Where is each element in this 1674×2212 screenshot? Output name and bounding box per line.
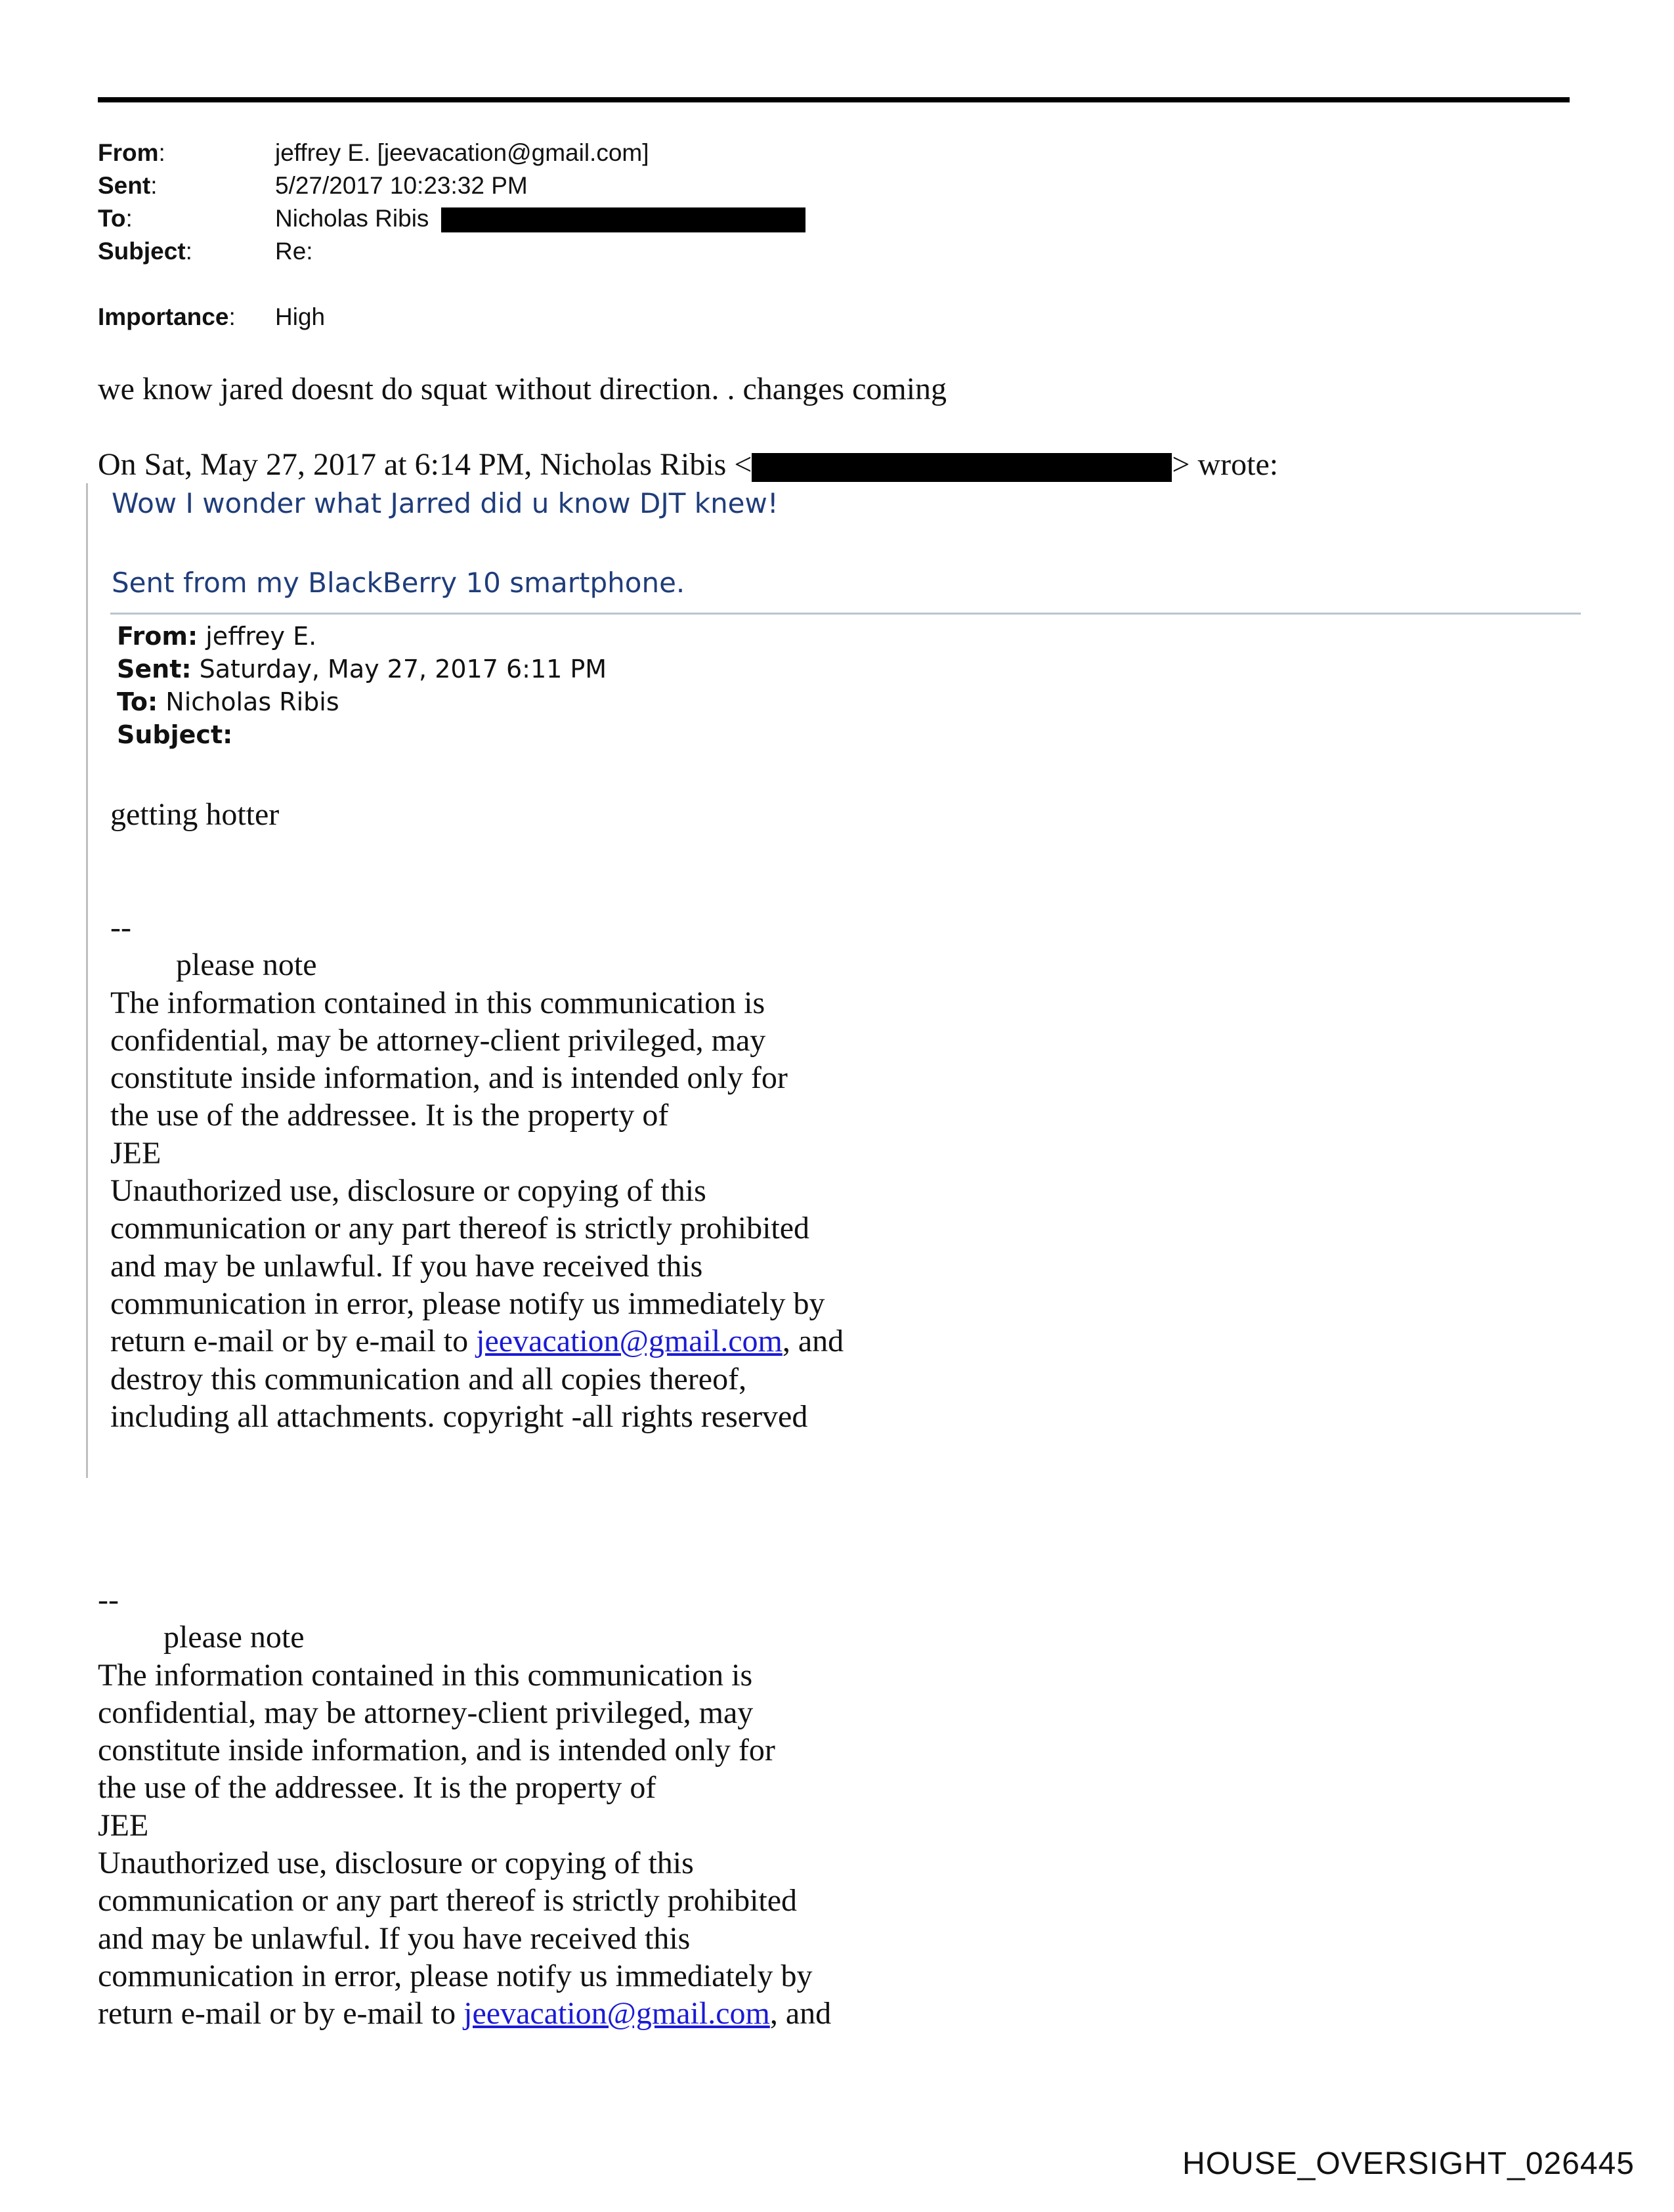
disclaimer-line: JEE xyxy=(110,1135,161,1171)
quoted-message: Wow I wonder what Jarred did u know DJT knew! xyxy=(112,487,779,519)
quote-intro-text: On Sat, May 27, 2017 at 6:14 PM, Nicholas Ribis < xyxy=(98,447,752,482)
bates-number: HOUSE_OVERSIGHT_026445 xyxy=(1182,2146,1635,2181)
quote-divider xyxy=(110,613,1581,615)
disclaimer-line: communication or any part thereof is strictly prohibited xyxy=(110,1211,810,1246)
redaction-box xyxy=(441,207,805,232)
sent-value: 5/27/2017 10:23:32 PM xyxy=(275,172,528,199)
disclaimer-line: communication in error, please notify us immediately by xyxy=(98,1958,813,1993)
disclaimer-heading: please note xyxy=(176,947,317,983)
to-name: Nicholas Ribis xyxy=(275,205,429,232)
blackberry-signature: Sent from my BlackBerry 10 smartphone. xyxy=(112,567,685,599)
sent-label: Sent: xyxy=(98,172,158,199)
disclaimer-line: the use of the addressee. It is the property of xyxy=(110,1098,669,1133)
disclaimer-line: confidential, may be attorney-client privileged, may xyxy=(98,1695,754,1730)
subject-label: Subject: xyxy=(98,238,192,265)
disclaimer-line: the use of the addressee. It is the property of xyxy=(98,1770,656,1806)
disclaimer-line: Unauthorized use, disclosure or copying of this xyxy=(98,1846,694,1881)
quote-intro-wrote: > wrote: xyxy=(1172,447,1279,482)
to-value xyxy=(275,202,805,235)
reply-text: we know jared doesnt do squat without direction. . changes coming xyxy=(98,372,947,406)
disclaimer-line: confidential, may be attorney-client privileged, may xyxy=(110,1022,766,1058)
disclaimer-line: The information contained in this communication is xyxy=(110,985,765,1020)
from-value: jeffrey E. [jeevacation@gmail.com] xyxy=(275,139,649,166)
subject-value: Re: xyxy=(275,238,313,265)
disclaimer-heading: please note xyxy=(163,1620,305,1655)
disclaimer-line: destroy this communication and all copies thereof, xyxy=(110,1361,747,1397)
quote-bar xyxy=(86,483,88,1478)
disclaimer-outer xyxy=(98,1581,831,2033)
disclaimer-line: constitute inside information, and is intended only for xyxy=(98,1733,775,1768)
quoted-header xyxy=(117,620,607,751)
disclaimer-line: and may be unlawful. If you have received this xyxy=(110,1248,703,1284)
email-link[interactable]: jeevacation@gmail.com xyxy=(476,1324,783,1359)
quoted-from-row: From: jeffrey E. xyxy=(117,622,317,651)
disclaimer-separator: -- xyxy=(110,910,131,945)
importance-value: High xyxy=(275,303,326,330)
email-link[interactable]: jeevacation@gmail.com xyxy=(463,1996,770,2031)
to-label: To: xyxy=(98,205,133,232)
top-rule xyxy=(98,97,1570,102)
disclaimer-quoted xyxy=(110,909,844,1435)
from-label: From: xyxy=(98,139,165,166)
disclaimer-line: and may be unlawful. If you have received this xyxy=(98,1920,691,1956)
quote-intro xyxy=(98,446,1278,483)
disclaimer-line: JEE xyxy=(98,1808,149,1843)
disclaimer-line: communication or any part thereof is strictly prohibited xyxy=(98,1883,798,1919)
quoted-sent-row: Sent: Saturday, May 27, 2017 6:11 PM xyxy=(117,655,607,683)
disclaimer-email-line: return e-mail or by e-mail to jeevacation@gmail.com, and xyxy=(98,1996,832,2031)
quoted-subject-row: Subject: xyxy=(117,720,233,749)
importance-label: Importance: xyxy=(98,303,236,330)
disclaimer-line: The information contained in this communication is xyxy=(98,1657,753,1693)
disclaimer-line: constitute inside information, and is intended only for xyxy=(110,1060,788,1096)
disclaimer-email-line: return e-mail or by e-mail to jeevacation@gmail.com, and xyxy=(110,1324,844,1359)
disclaimer-separator: -- xyxy=(98,1582,119,1617)
disclaimer-line: communication in error, please notify us immediately by xyxy=(110,1286,825,1321)
disclaimer-line: including all attachments. copyright -all rights reserved xyxy=(110,1399,808,1434)
quoted-to-row: To: Nicholas Ribis xyxy=(117,687,339,716)
disclaimer-line: Unauthorized use, disclosure or copying of this xyxy=(110,1173,706,1209)
quoted-body: getting hotter xyxy=(110,797,280,832)
redaction-box xyxy=(752,453,1172,482)
